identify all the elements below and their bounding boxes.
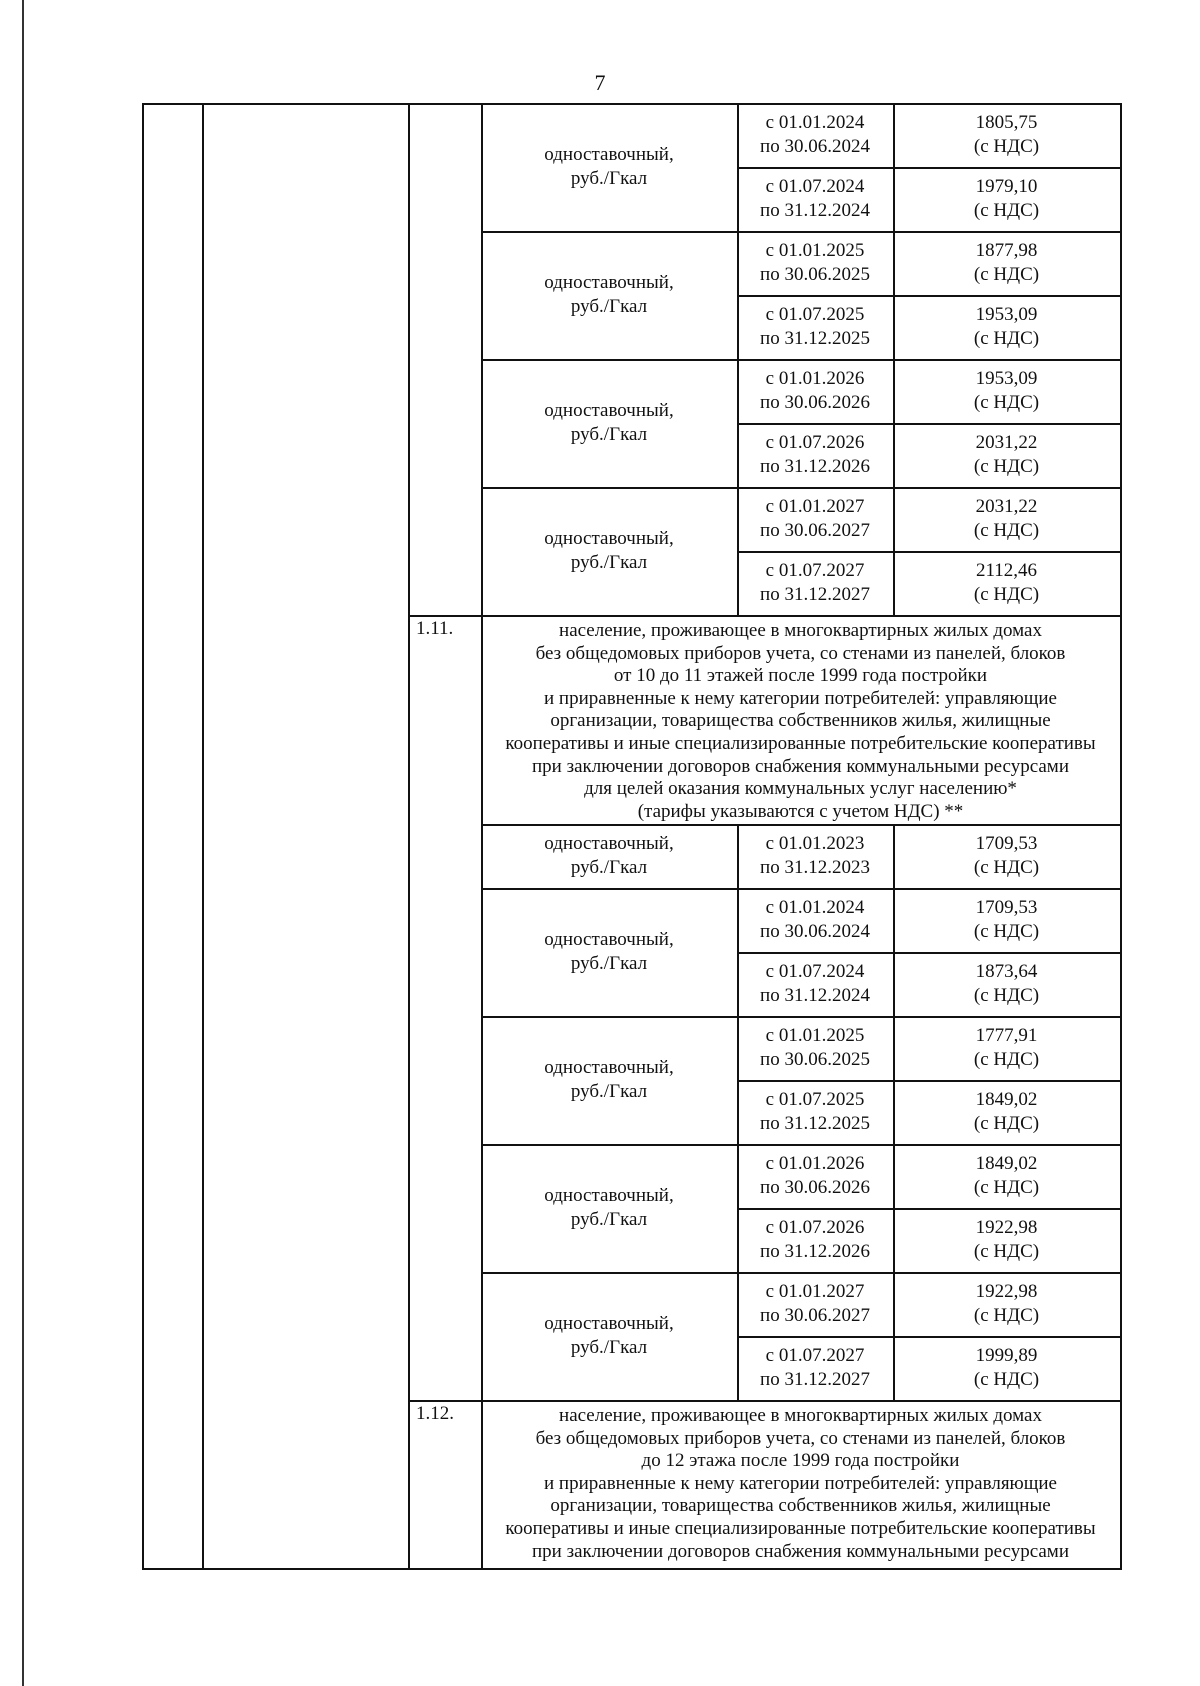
period-cell: с 01.01.2025 по 30.06.2025 — [760, 240, 870, 285]
row-border — [737, 423, 1122, 425]
tariff-type-cell: одноставочный, руб./Гкал — [544, 1313, 674, 1358]
tariff-type-cell: одноставочный, руб./Гкал — [544, 833, 674, 878]
section-description-line: (тарифы указываются с учетом НДС) ** — [637, 800, 964, 822]
tariff-type-cell: одноставочный, руб./Гкал — [544, 400, 674, 445]
tariff-value: 1953,09 (с НДС) — [973, 304, 1040, 349]
period-cell: с 01.07.2026 по 31.12.2026 — [760, 432, 870, 477]
tariff-value: 2031,22 (с НДС) — [973, 496, 1040, 541]
section-description-line: до 12 этажа после 1999 года постройки — [641, 1450, 960, 1472]
section-description-line: для целей оказания коммунальных услуг населению* — [584, 778, 1017, 800]
section-description-line: от 10 до 11 этажей после 1999 года постройки — [613, 665, 988, 687]
row-border — [737, 551, 1122, 553]
row-border — [408, 615, 1122, 617]
row-border — [481, 359, 1122, 361]
row-border — [737, 295, 1122, 297]
row-border — [737, 167, 1122, 169]
section-description-line: кооперативы и иные специализированные потребительские кооперативы — [505, 1518, 1096, 1539]
tariff-type-cell: одноставочный, руб./Гкал — [544, 144, 674, 189]
row-border — [481, 1272, 1122, 1274]
row-border — [408, 1400, 1122, 1402]
section-number: 1.12. — [416, 1403, 454, 1424]
column-border — [142, 103, 144, 1570]
section-description-line: и приравненные к нему категории потребителей: управляющие — [544, 687, 1057, 709]
tariff-value: 1953,09 (с НДС) — [973, 368, 1040, 413]
row-border — [737, 1208, 1122, 1210]
period-cell: с 01.07.2026 по 31.12.2026 — [760, 1217, 870, 1262]
column-border — [408, 103, 410, 1570]
tariff-value: 1877,98 (с НДС) — [973, 240, 1040, 285]
page-number: 7 — [594, 70, 606, 95]
tariff-value: 1922,98 (с НДС) — [973, 1281, 1040, 1326]
tariff-value: 2031,22 (с НДС) — [973, 432, 1040, 477]
section-description-line: организации, товарищества собственников жилья, жилищные — [550, 1495, 1051, 1517]
column-border — [481, 103, 483, 1570]
tariff-value: 2112,46 (с НДС) — [973, 560, 1040, 605]
row-border — [481, 231, 1122, 233]
period-cell: с 01.07.2027 по 31.12.2027 — [760, 1345, 870, 1390]
tariff-type-cell: одноставочный, руб./Гкал — [544, 929, 674, 974]
scan-edge — [22, 0, 24, 1686]
period-cell: с 01.07.2025 по 31.12.2025 — [760, 304, 870, 349]
section-description-line: без общедомовых приборов учета, со стенами из панелей, блоков — [535, 642, 1066, 664]
column-border — [893, 824, 895, 1400]
tariff-type-cell: одноставочный, руб./Гкал — [544, 272, 674, 317]
period-cell: с 01.01.2025 по 30.06.2025 — [760, 1025, 870, 1070]
tariff-value: 1709,53 (с НДС) — [973, 897, 1040, 942]
row-border — [737, 952, 1122, 954]
tariff-value: 1777,91 (с НДС) — [973, 1025, 1040, 1070]
row-border — [737, 1080, 1122, 1082]
tariff-value: 1709,53 (с НДС) — [973, 833, 1040, 878]
column-border — [737, 103, 739, 615]
tariff-value: 1979,10 (с НДС) — [973, 176, 1040, 221]
section-description-line: без общедомовых приборов учета, со стенами из панелей, блоков — [535, 1427, 1066, 1449]
period-cell: с 01.01.2026 по 30.06.2026 — [760, 1153, 870, 1198]
tariff-type-cell: одноставочный, руб./Гкал — [544, 528, 674, 573]
section-description-line: при заключении договоров снабжения коммунальными ресурсами — [532, 755, 1069, 777]
tariff-type-cell: одноставочный, руб./Гкал — [544, 1185, 674, 1230]
period-cell: с 01.01.2027 по 30.06.2027 — [760, 1281, 870, 1326]
column-border — [893, 103, 895, 615]
tariff-value: 1922,98 (с НДС) — [973, 1217, 1040, 1262]
section-description-line: население, проживающее в многоквартирных жилых домах — [559, 620, 1042, 641]
period-cell: с 01.01.2023 по 31.12.2023 — [760, 833, 870, 878]
tariff-value: 1849,02 (с НДС) — [973, 1153, 1040, 1198]
row-border — [142, 103, 1122, 105]
row-border — [737, 1336, 1122, 1338]
row-border — [481, 1144, 1122, 1146]
row-border — [481, 487, 1122, 489]
period-cell: с 01.01.2027 по 30.06.2027 — [760, 496, 870, 541]
column-border — [202, 103, 204, 1570]
column-border — [737, 824, 739, 1400]
tariff-value: 1999,89 (с НДС) — [973, 1345, 1040, 1390]
section-description-line: и приравненные к нему категории потребителей: управляющие — [544, 1472, 1057, 1494]
row-border — [142, 1568, 1122, 1570]
column-border — [1120, 103, 1122, 1570]
section-number: 1.11. — [416, 618, 454, 639]
period-cell: с 01.07.2024 по 31.12.2024 — [760, 961, 870, 1006]
section-description-line: организации, товарищества собственников жилья, жилищные — [550, 710, 1051, 732]
tariff-value: 1849,02 (с НДС) — [973, 1089, 1040, 1134]
tariff-value: 1873,64 (с НДС) — [973, 961, 1040, 1006]
row-border — [481, 1016, 1122, 1018]
section-description-line: при заключении договоров снабжения коммунальными ресурсами — [532, 1540, 1069, 1562]
period-cell: с 01.01.2026 по 30.06.2026 — [760, 368, 870, 413]
period-cell: с 01.07.2027 по 31.12.2027 — [760, 560, 870, 605]
tariff-type-cell: одноставочный, руб./Гкал — [544, 1057, 674, 1102]
period-cell: с 01.07.2024 по 31.12.2024 — [760, 176, 870, 221]
section-description-line: кооперативы и иные специализированные потребительские кооперативы — [505, 733, 1096, 754]
period-cell: с 01.07.2025 по 31.12.2025 — [760, 1089, 870, 1134]
row-border — [481, 824, 1122, 826]
period-cell: с 01.01.2024 по 30.06.2024 — [760, 112, 870, 157]
tariff-value: 1805,75 (с НДС) — [973, 112, 1040, 157]
period-cell: с 01.01.2024 по 30.06.2024 — [760, 897, 870, 942]
row-border — [481, 888, 1122, 890]
section-description-line: население, проживающее в многоквартирных жилых домах — [559, 1405, 1042, 1426]
